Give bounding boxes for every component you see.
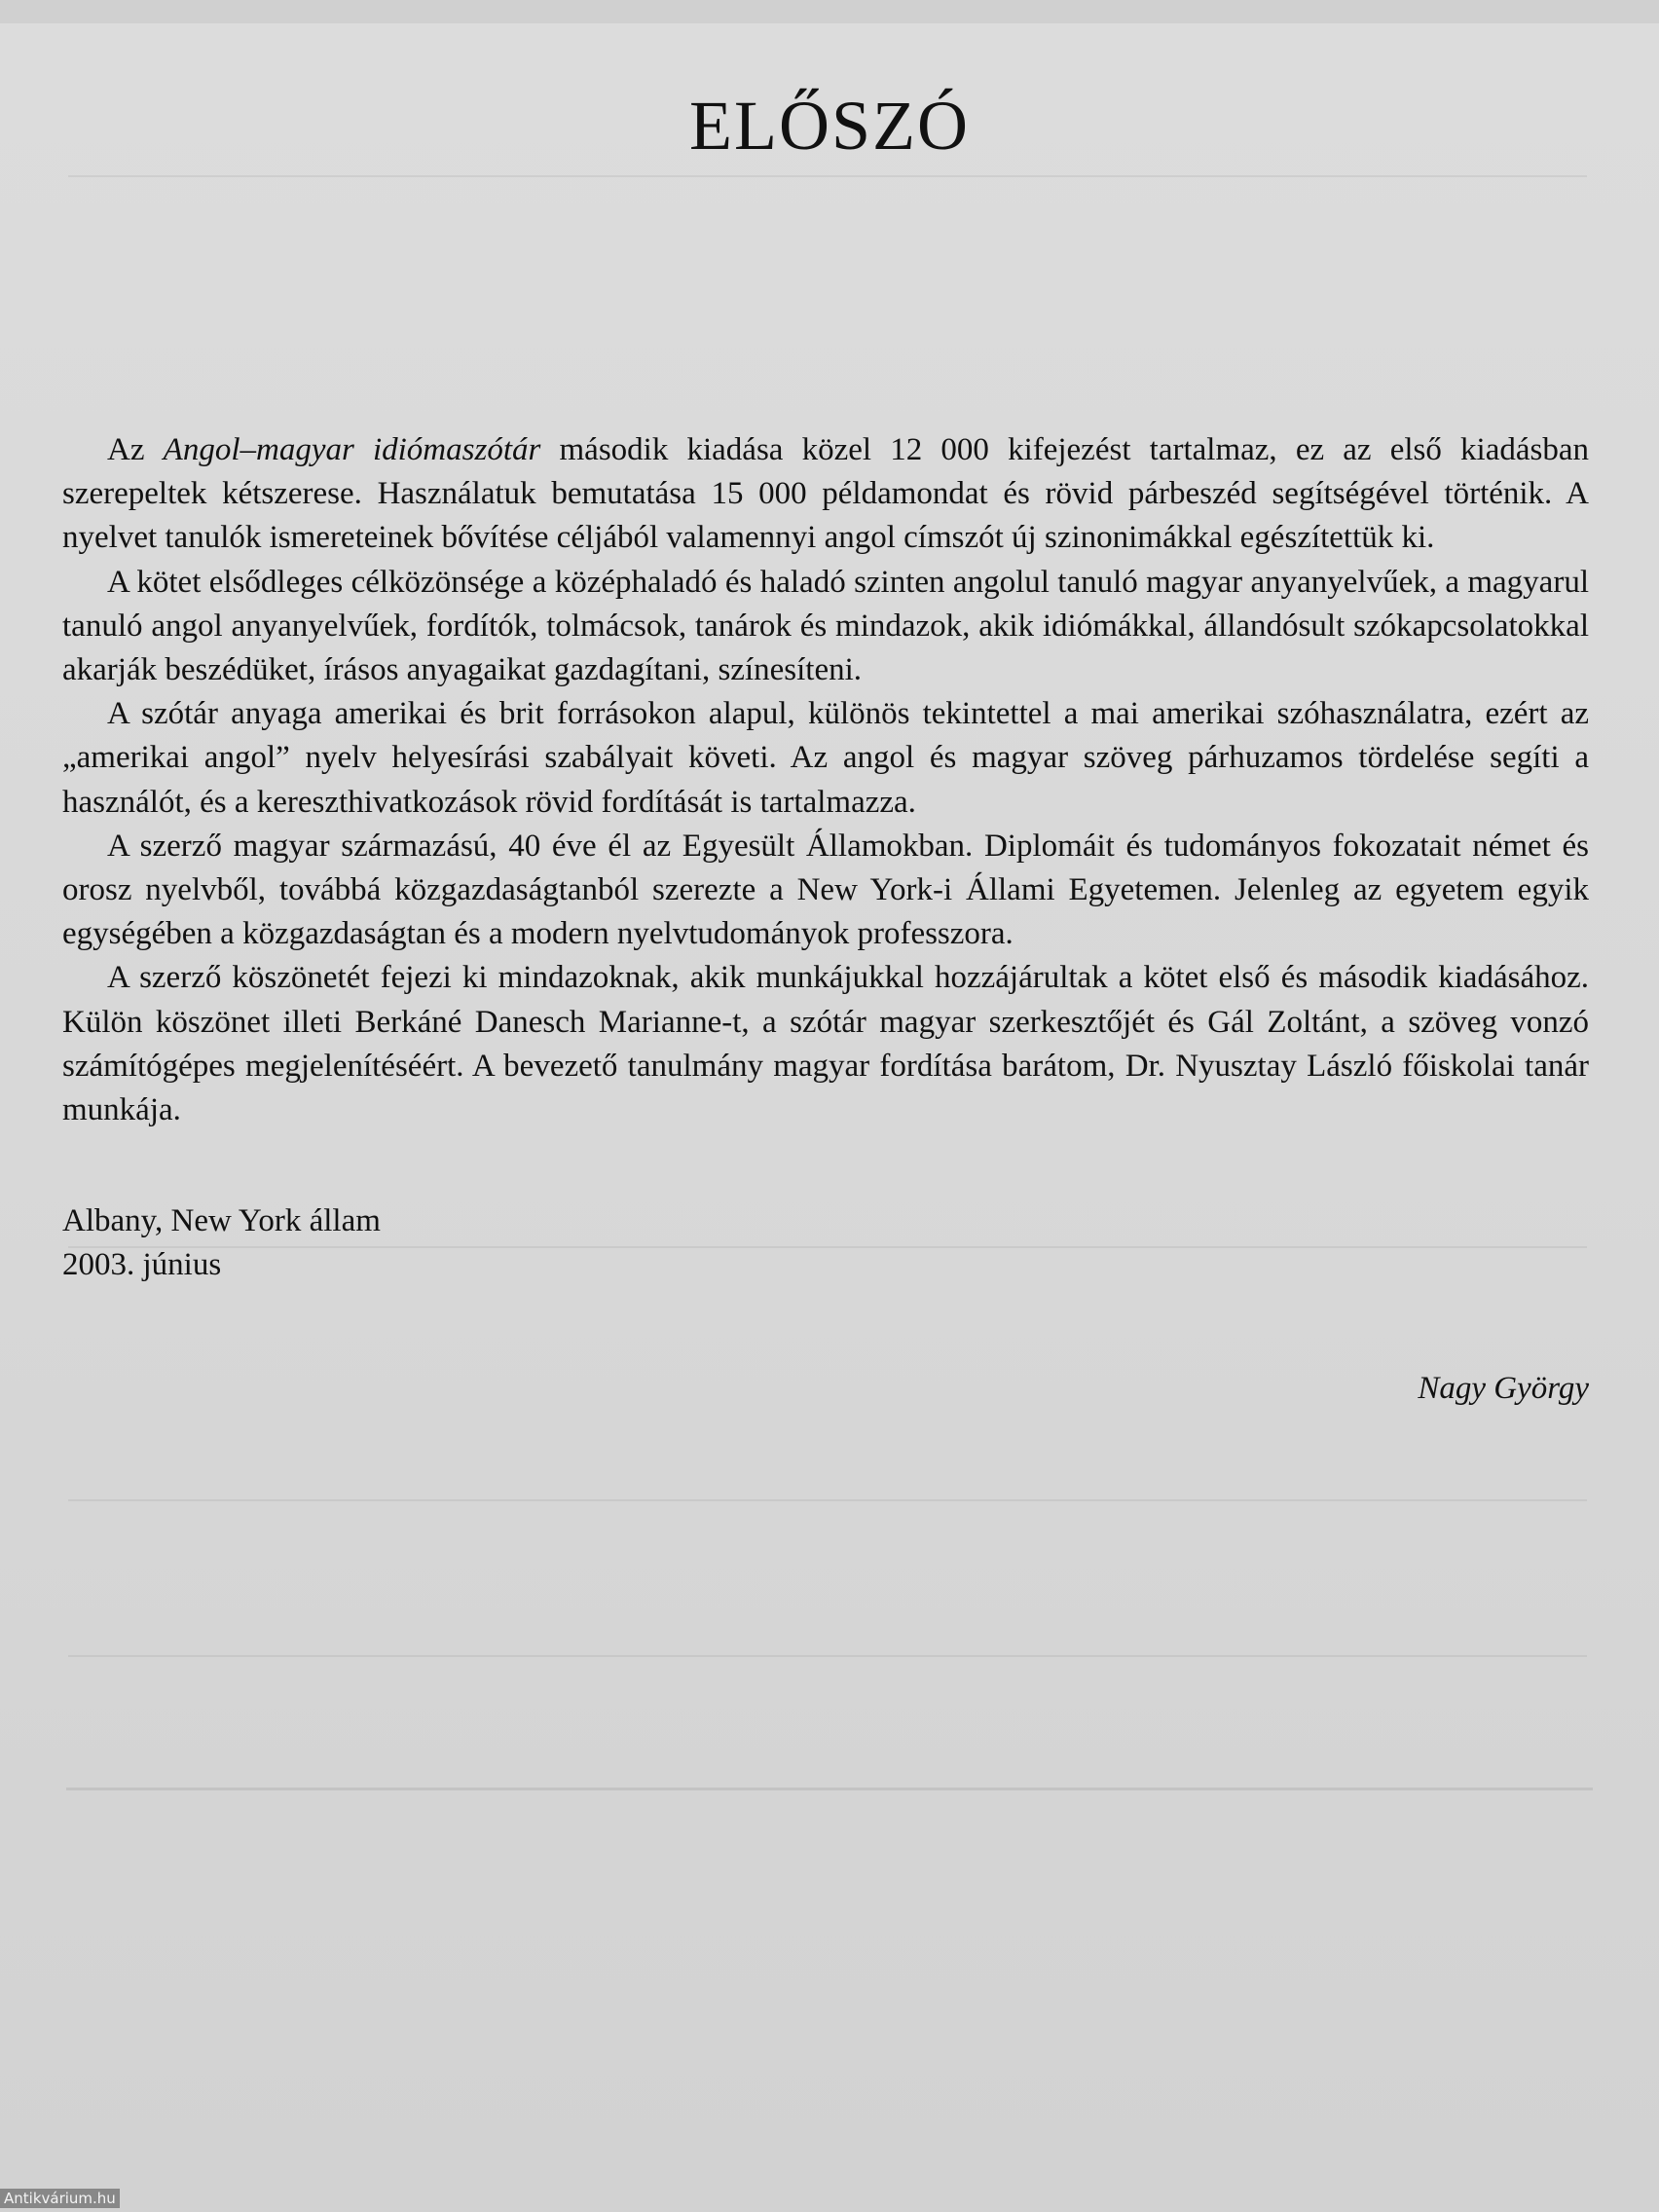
paragraph-1-text-start: Az <box>107 432 164 467</box>
bleed-through-line <box>68 1655 1587 1657</box>
page-title: ELŐSZÓ <box>689 87 970 165</box>
watermark: Antikvárium.hu <box>0 2189 120 2208</box>
bleed-through-line <box>68 1499 1587 1501</box>
paragraph-2: A kötet elsődleges célközönsége a középhaladó és haladó szinten angolul tanuló magyar anyanyelvűek, a magyarul tanuló angol anyanyelvűek, fordítók, tolmácsok, tanárok és mindazok, akik idiómákkal, állandósult szókapcsolatokkal akarják beszédüket, írásos anyagaikat gazdagítani, színesíteni. <box>62 564 1589 688</box>
paragraph-1-text-end: második kiadása közel 12 000 kifejezést tartalmaz, ez az első kiadásban szerepeltek kétszerese. Használatuk bemutatása 15 000 példamondat és rövid párbeszéd segítségével történik. A nyelvet tanulók ismereteinek bővítése céljából valamennyi angol címszót új szinonimákkal egészítettük ki. <box>62 432 1590 556</box>
bleed-through-header <box>0 0 1659 23</box>
paragraph-1 <box>62 428 1589 561</box>
place-line: Albany, New York állam <box>62 1203 381 1238</box>
preface-body <box>62 428 1589 1132</box>
book-title-italic: Angol–magyar idiómaszótár <box>163 432 541 467</box>
author-signature: Nagy György <box>1418 1371 1589 1406</box>
signoff <box>62 1199 381 1287</box>
paragraph-4: A szerző magyar származású, 40 éve él az Egyesült Államokban. Diplomáit és tudományos fokozatait német és orosz nyelvből, továbbá közgazdaságtanból szerezte a New York-i Állami Egyetemen. Jelenleg az egyetem egyik egységében a közgazdaságtan és a modern nyelvtudományok professzora. <box>62 828 1589 952</box>
bleed-through-line <box>68 175 1587 177</box>
paragraph-5: A szerző köszönetét fejezi ki mindazoknak, akik munkájukkal hozzájárultak a kötet első és második kiadásához. Külön köszönet illeti Berkáné Danesch Marianne-t, a szótár magyar szerkesztőjét és Gál Zoltánt, a szöveg vonzó számítógépes megjelenítéséért. A bevezető tanulmány magyar fordítása barátom, Dr. Nyusztay László főiskolai tanár munkája. <box>62 960 1589 1128</box>
paragraph-3: A szótár anyaga amerikai és brit forrásokon alapul, különös tekintettel a mai amerikai szóhasználatra, ezért az „amerikai angol” nyelv helyesírási szabályait követi. Az angol és magyar szöveg párhuzamos tördelése segíti a használót, és a kereszthivatkozások rövid fordítását is tartalmazza. <box>62 696 1589 820</box>
bleed-through-table <box>66 1788 1593 2212</box>
date-line: 2003. június <box>62 1247 222 1283</box>
